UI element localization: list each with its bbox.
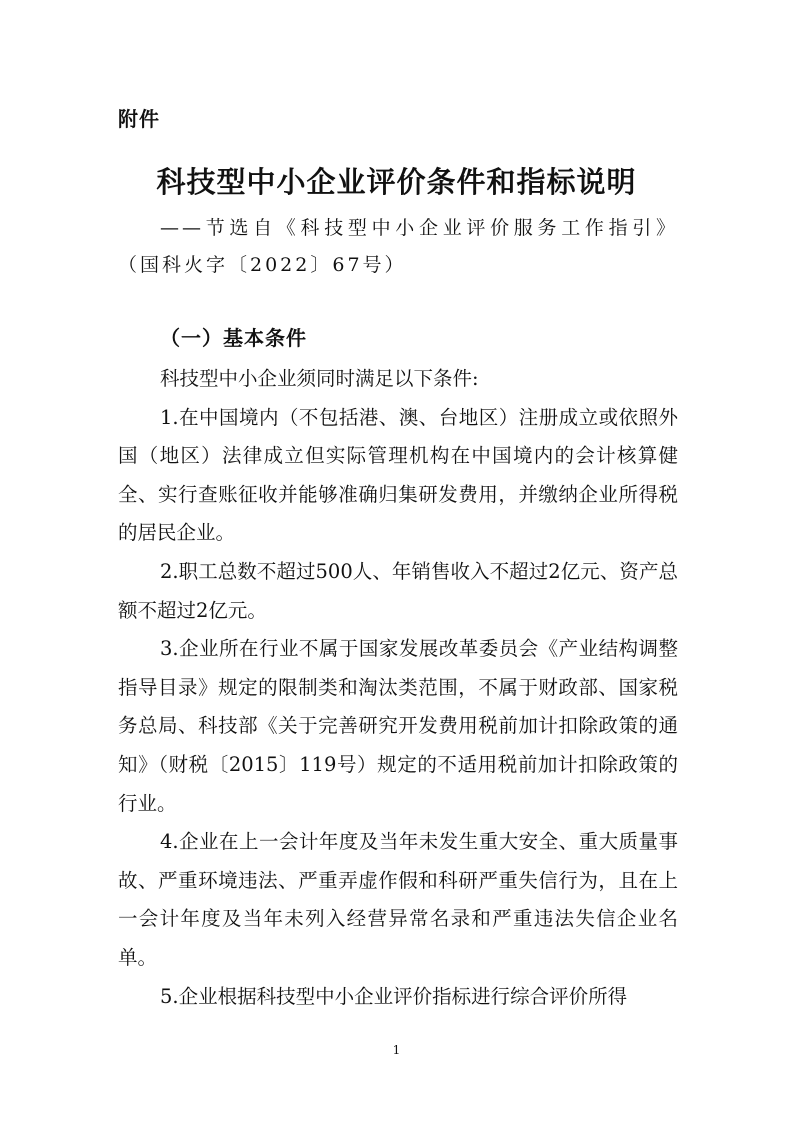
condition-item-1: 1.在中国境内（不包括港、澳、台地区）注册成立或依照外国（地区）法律成立但实际管理机构在中国境内的会计核算健全、实行查账征收并能够准确归集研发费用，并缴纳企业所得税的居民企业。 xyxy=(118,405,678,545)
condition-item-2: 2.职工总数不超过500人、年销售收入不超过2亿元、资产总额不超过2亿元。 xyxy=(118,559,678,622)
condition-item-3: 3.企业所在行业不属于国家发展改革委员会《产业结构调整指导目录》规定的限制类和淘汰类范围，不属于财政部、国家税务总局、科技部《关于完善研究开发费用税前加计扣除政策的通知》（财税〔2015〕119号）规定的不适用税前加计扣除政策的行业。 xyxy=(118,637,678,815)
condition-item-4: 4.企业在上一会计年度及当年未发生重大安全、重大质量事故、严重环境违法、严重弄虚作假和科研严重失信行为，且在上一会计年度及当年未列入经营异常名录和严重违法失信企业名单。 xyxy=(118,830,678,969)
page-number: 1 xyxy=(392,1043,401,1057)
document-title: 科技型中小企业评价条件和指标说明 xyxy=(156,165,637,199)
condition-item-5: 5.企业根据科技型中小企业评价指标进行综合评价所得 xyxy=(160,984,628,1008)
attachment-label: 附件 xyxy=(118,107,160,131)
document-body xyxy=(118,360,678,1016)
document-subtitle: ——节选自《科技型中小企业评价服务工作指引》（国科火字〔2022〕67号） xyxy=(118,217,678,276)
section-heading: （一）基本条件 xyxy=(160,326,307,350)
intro-paragraph: 科技型中小企业须同时满足以下条件: xyxy=(160,367,479,390)
